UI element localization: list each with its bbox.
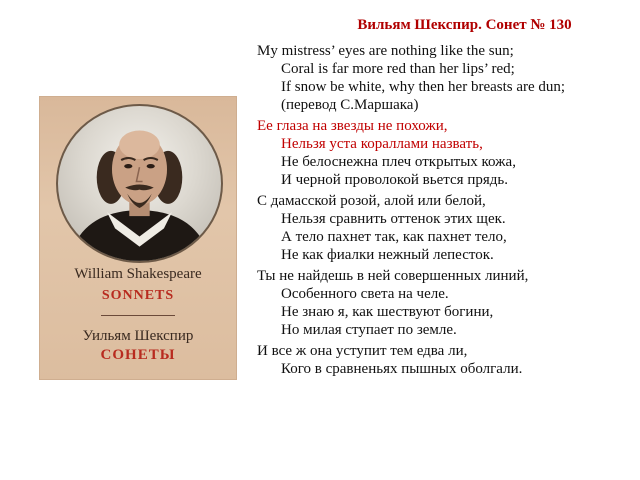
cover-title-ru: СОНЕТЫ [100,347,176,363]
stanza-english [257,42,632,114]
stanza-russian-2 [257,192,632,264]
sonnet-text [257,16,632,381]
verse-line: My mistress’ eyes are nothing like the sun; [257,43,514,59]
verse-line: Coral is far more red than her lips’ red; [281,61,515,77]
verse-line: Кого в сравненьях пышных оболгали. [281,361,523,377]
translator-note: (перевод С.Маршака) [281,97,419,113]
verse-line: Ее глаза на звезды не похожи, [257,118,448,134]
verse-line: Не как фиалки нежный лепесток. [281,247,494,263]
shakespeare-portrait-icon [56,104,223,263]
stanza-russian-1 [257,117,632,189]
verse-line: С дамасской розой, алой или белой, [257,193,486,209]
verse-line: А тело пахнет так, как пахнет тело, [281,229,507,245]
cover-divider [101,315,175,316]
stanza-russian-4 [257,342,632,378]
verse-line: Но милая ступает по земле. [281,322,457,338]
verse-line: Не белоснежна плеч открытых кожа, [281,154,516,170]
cover-title-en: SONNETS [101,288,175,303]
verse-line: Нельзя сравнить оттенок этих щек. [281,211,506,227]
stanza-russian-3 [257,267,632,339]
book-cover-image [39,96,237,380]
sonnet-heading: Вильям Шекспир. Сонет № 130 [357,17,572,33]
verse-line: И черной проволокой вьется прядь. [281,172,508,188]
verse-line: If snow be white, why then her breasts are dun; [281,79,566,95]
verse-line: Особенного света на челе. [281,286,449,302]
cover-author-ru: Уильям Шекспир [82,328,194,344]
verse-line: Нельзя уста кораллами назвать, [281,136,483,152]
verse-line: И все ж она уступит тем едва ли, [257,343,468,359]
verse-line: Ты не найдешь в ней совершенных линий, [257,268,529,284]
verse-line: Не знаю я, как шествуют богини, [281,304,494,320]
cover-author-en: William Shakespeare [74,266,202,282]
